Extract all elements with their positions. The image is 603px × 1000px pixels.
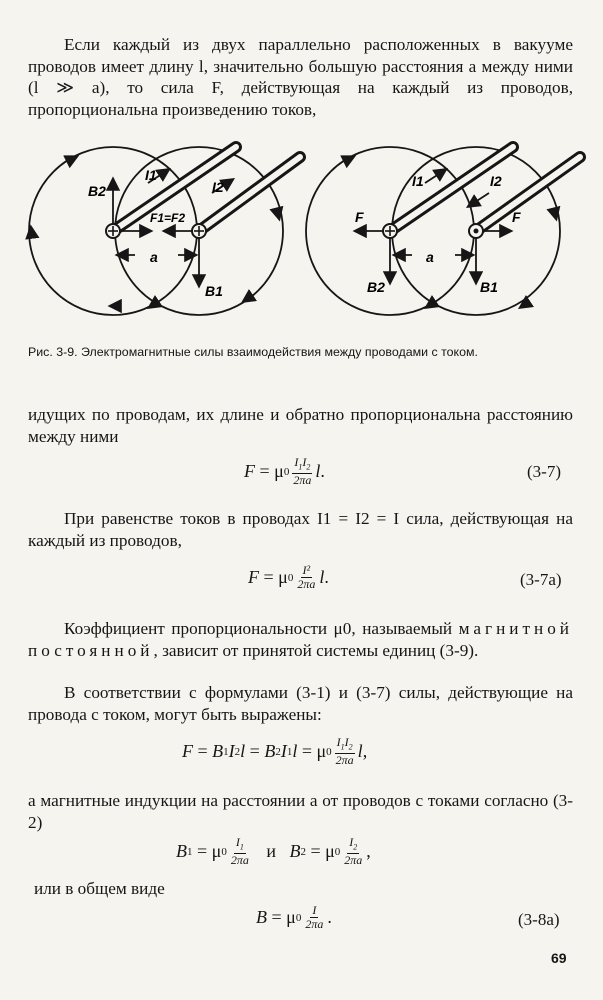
label-b1-right: B1: [480, 279, 498, 295]
conjunction-and: и: [266, 841, 276, 862]
body-paragraph-7: или в общем виде: [34, 879, 165, 898]
label-f-right: F: [512, 209, 521, 225]
body-paragraph-6: а магнитные индукции на расстоянии a от проводов с токами согласно (3-2): [28, 791, 573, 832]
label-i2-right: I2: [490, 173, 502, 189]
label-b2-left: B2: [88, 183, 106, 199]
figure-caption: Рис. 3-9. Электромагнитные силы взаимодействия между проводами с током.: [28, 345, 478, 359]
label-a-right: a: [426, 249, 434, 265]
equation-number-3-8a: (3-8а): [518, 910, 560, 929]
equation-3-7: F = μ 0 $\frac{I_1I_2}{2\pi a}$ l .: [244, 455, 325, 488]
intro-paragraph: Если каждый из двух параллельно расположенных в вакууме проводов имеет длину l, значительно большую расстояния a между ними (l ≫ a), то сила F, действующая на каждый из проводов, пропорциональна произведению токов,: [28, 35, 573, 119]
label-a-left: a: [150, 249, 158, 265]
label-b2-right: B2: [367, 279, 385, 295]
body-paragraph-2: идущих по проводам, их длине и обратно пропорциональна расстоянию между ними: [28, 405, 573, 446]
label-i2-left: I2: [212, 179, 224, 195]
body-paragraph-3: При равенстве токов в проводах I1 = I2 = I сила, действующая на каждый из проводов,: [28, 509, 573, 550]
label-i1-right: I1: [412, 173, 424, 189]
body-paragraph-5: В соответствии с формулами (3-1) и (3-7) силы, действующие на провода с током, могут быть выражены:: [28, 683, 573, 724]
label-f-left: F: [355, 209, 364, 225]
figure-3-9: [0, 0, 603, 340]
equation-induction: B 1 = μ 0 $\frac{I_1}{2\pi a}$ и B 2 = μ 0 $\frac{I_2}{2\pi a}$ ,: [176, 835, 371, 868]
body-paragraph-4: Коэффициент пропорциональности μ0, называемый магнитной постоянной, зависит от принятой системы единиц (3-9).: [28, 619, 573, 660]
label-b1-left: B1: [205, 283, 223, 299]
page-number: 69: [551, 950, 567, 966]
equation-number-3-7: (3-7): [527, 462, 561, 481]
equation-forces: F = B 1 I 2 l = B 2 I 1 l = μ 0 $\frac{I_1I_2}{2\pi a}$ l ,: [182, 735, 368, 768]
equation-number-3-7a: (3-7а): [520, 570, 562, 589]
label-i1-left: I1: [145, 167, 157, 183]
label-force-left: F1=F2: [150, 211, 186, 225]
equation-3-7a: F = μ 0 $\frac{\text{I²}}{2\pi a}$ l .: [248, 563, 329, 591]
equation-3-8a: B = μ 0 $\frac{I}{2\pi a}$ .: [256, 903, 332, 931]
